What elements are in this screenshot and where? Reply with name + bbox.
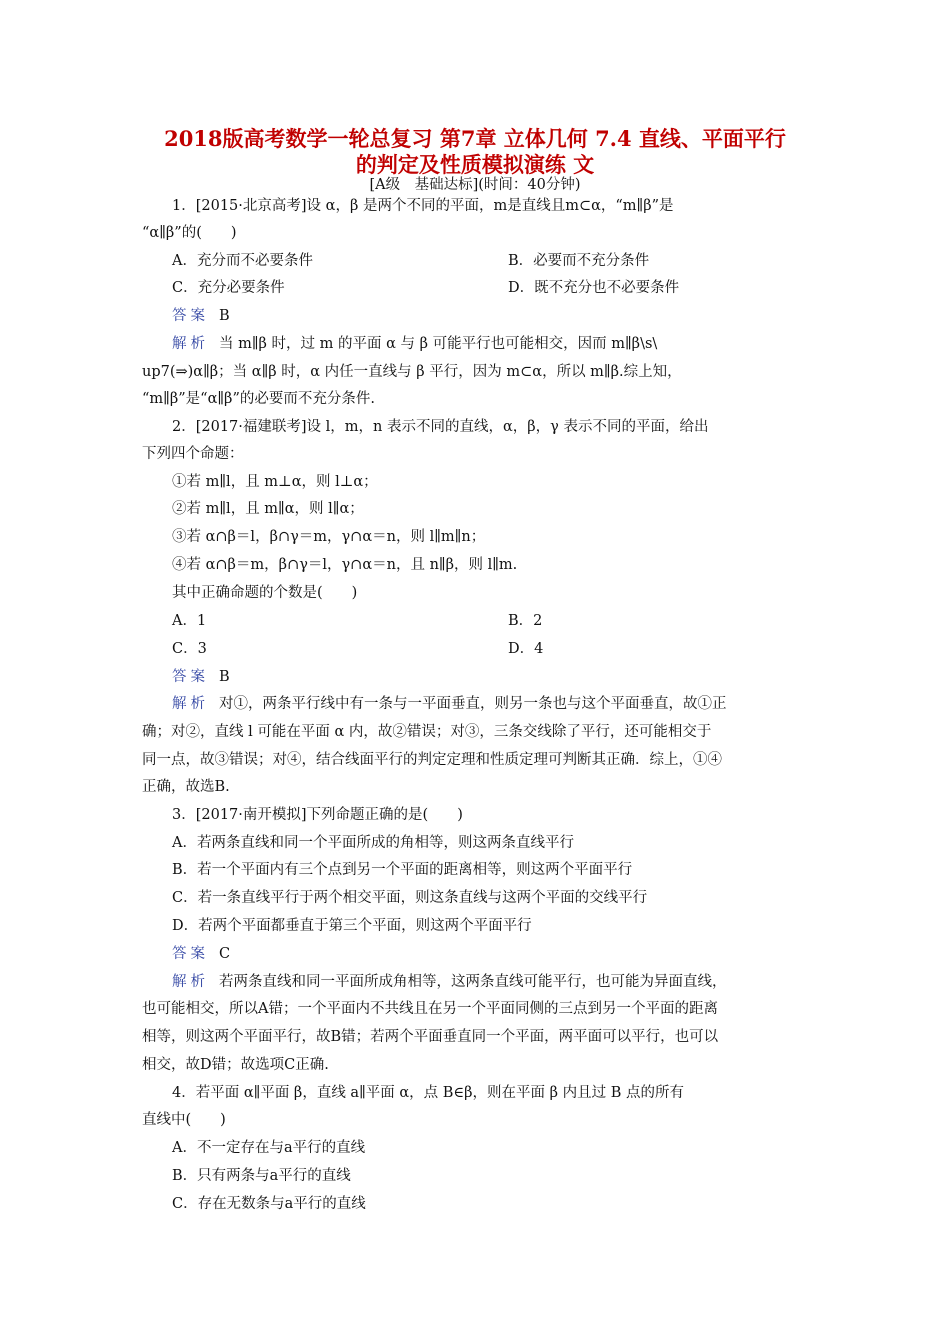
q3-analysis-text1: 若两条直线和同一平面所成角相等，这两条直线可能平行，也可能为异面直线， (219, 974, 727, 990)
q3-analysis-line3: 相等，则这两个平面平行，故B错；若两个平面垂直同一个平面，两平面可以平行，也可以 (142, 1029, 719, 1045)
q3-option-a: A．若两条直线和同一个平面所成的角相等，则这两条直线平行 (172, 835, 574, 851)
q2-stem-line1: 2．[2017·福建联考]设 l，m，n 表示不同的直线，α，β，γ 表示不同的平面，给出 (172, 419, 709, 435)
q3-analysis-line2: 也可能相交，所以A错；一个平面内不共线且在另一个平面同侧的三点到另一个平面的距离 (142, 1001, 718, 1017)
section-subtitle: [A级 基础达标](时间：40分钟) (369, 177, 581, 193)
q4-option-b: B．只有两条与a平行的直线 (172, 1168, 351, 1184)
q2-proposition-3: ③若 α∩β＝l，β∩γ＝m，γ∩α＝n，则 l∥m∥n； (172, 529, 486, 545)
document-title-line2: 的判定及性质模拟演练 文 (355, 152, 595, 177)
q2-option-c: C．3 (172, 641, 207, 657)
q4-option-c: C．存在无数条与a平行的直线 (172, 1196, 366, 1212)
q3-analysis-line1 (172, 972, 727, 992)
q1-option-c: C．充分必要条件 (172, 280, 285, 296)
q1-option-a: A．充分而不必要条件 (172, 253, 313, 269)
q2-analysis-line1 (172, 694, 727, 714)
q1-option-d: D．既不充分也不必要条件 (508, 280, 680, 296)
q2-answer (172, 667, 230, 687)
q4-stem-line2: 直线中( ) (142, 1112, 226, 1128)
analysis-label: 解析 (172, 336, 209, 352)
q2-proposition-4: ④若 α∩β＝m，β∩γ＝l，γ∩α＝n，且 n∥β，则 l∥m. (172, 557, 518, 573)
q3-answer (172, 944, 230, 964)
q2-analysis-line2: 确；对②，直线 l 可能在平面 α 内，故②错误；对③，三条交线除了平行，还可能相交于 (142, 724, 712, 740)
q1-analysis-line2: up7(⇒)α∥β；当 α∥β 时，α 内任一直线与 β 平行，因为 m⊂α，所以 m∥β.综上知， (142, 364, 682, 380)
q2-analysis-line4: 正确，故选B. (142, 779, 230, 795)
q2-option-a: A．1 (172, 613, 207, 629)
q3-analysis-line4: 相交，故D错；故选项C正确. (142, 1057, 329, 1073)
q1-analysis-line3: “m∥β”是“α∥β”的必要而不充分条件. (142, 391, 375, 407)
q2-option-b: B．2 (508, 613, 543, 629)
q2-proposition-1: ①若 m∥l，且 m⊥α，则 l⊥α； (172, 474, 378, 490)
q1-answer (172, 306, 230, 326)
q1-analysis-line1 (172, 334, 657, 354)
analysis-label: 解析 (172, 696, 209, 712)
q1-option-b: B．必要而不充分条件 (508, 253, 650, 269)
q2-analysis-text1: 对①，两条平行线中有一条与一平面垂直，则另一条也与这个平面垂直，故①正 (219, 696, 727, 712)
q2-answer-value: B (219, 669, 230, 685)
q1-analysis-text1: 当 m∥β 时，过 m 的平面 α 与 β 可能平行也可能相交，因而 m∥β\s\ (219, 336, 658, 352)
q2-question: 其中正确命题的个数是( ) (172, 585, 358, 601)
answer-label: 答案 (172, 669, 209, 685)
q1-stem-line1: 1．[2015·北京高考]设 α，β 是两个不同的平面，m是直线且m⊂α，“m∥β”是 (172, 198, 674, 214)
document-title-line1: 2018版高考数学一轮总复习 第7章 立体几何 7.4 直线、平面平行 (164, 126, 786, 151)
q3-option-c: C．若一条直线平行于两个相交平面，则这条直线与这两个平面的交线平行 (172, 890, 648, 906)
q3-answer-value: C (219, 946, 231, 962)
answer-label: 答案 (172, 946, 209, 962)
q1-stem-line2: “α∥β”的( ) (142, 225, 237, 241)
answer-label: 答案 (172, 308, 209, 324)
analysis-label: 解析 (172, 974, 209, 990)
q3-option-b: B．若一个平面内有三个点到另一个平面的距离相等，则这两个平面平行 (172, 862, 633, 878)
q2-stem-line2: 下列四个命题： (142, 446, 244, 462)
q4-option-a: A．不一定存在与a平行的直线 (172, 1140, 366, 1156)
q3-stem: 3．[2017·南开模拟]下列命题正确的是( ) (172, 807, 463, 823)
q2-option-d: D．4 (508, 641, 544, 657)
q2-proposition-2: ②若 m∥l，且 m∥α，则 l∥α； (172, 501, 364, 517)
q1-answer-value: B (219, 308, 230, 324)
q2-analysis-line3: 同一点，故③错误；对④，结合线面平行的判定定理和性质定理可判断其正确．综上，①④ (142, 752, 722, 768)
q3-option-d: D．若两个平面都垂直于第三个平面，则这两个平面平行 (172, 918, 532, 934)
q4-stem-line1: 4．若平面 α∥平面 β，直线 a∥平面 α，点 B∈β，则在平面 β 内且过 B 点的所有 (172, 1085, 685, 1101)
